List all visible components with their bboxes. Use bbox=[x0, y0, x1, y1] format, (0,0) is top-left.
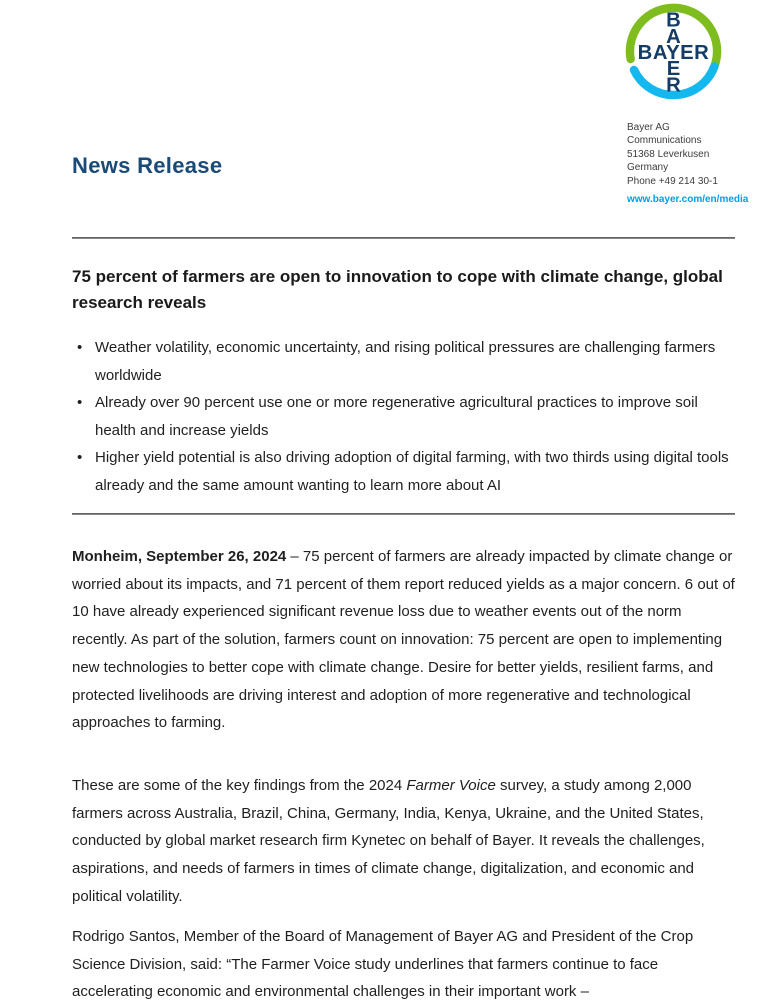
logo-letter: A bbox=[666, 26, 681, 49]
list-item bbox=[72, 389, 732, 444]
bullet-icon: • bbox=[77, 394, 83, 411]
list-item-text: Already over 90 percent use one or more regenerative agricultural practices to improve soil health and increase yields bbox=[95, 394, 698, 439]
body-paragraph-quote: Rodrigo Santos, Member of the Board of Management of Bayer AG and President of the Crop Science Division, said: “The Farmer Voice study underlines that farmers continue to face accelerating economic and environmental challenges in their important work – bbox=[72, 928, 694, 1000]
contact-block bbox=[627, 121, 773, 206]
divider-bottom bbox=[72, 513, 735, 515]
list-item bbox=[72, 334, 732, 389]
list-item-text: Weather volatility, economic uncertainty, and rising political pressures are challenging farmers worldwide bbox=[95, 339, 716, 384]
media-website-link[interactable]: www.bayer.com/en/media bbox=[627, 194, 749, 206]
list-item bbox=[72, 444, 732, 499]
divider-top bbox=[72, 237, 735, 239]
contact-country: Germany bbox=[627, 162, 669, 174]
logo-letter: E bbox=[666, 58, 681, 81]
logo-letter: B bbox=[666, 9, 681, 32]
list-item-text: Higher yield potential is also driving adoption of digital farming, with two thirds using digital tools already and the same amount wanting to learn more about AI bbox=[95, 449, 729, 494]
contact-company: Bayer AG bbox=[627, 122, 670, 133]
paragraph-text: These are some of the key findings from the 2024 bbox=[72, 777, 407, 794]
bullet-icon: • bbox=[77, 449, 83, 466]
body-paragraph-dateline bbox=[72, 543, 735, 737]
key-points-list bbox=[72, 334, 732, 499]
logo-word-horizontal: BAYER bbox=[637, 41, 710, 64]
bullet-icon: • bbox=[77, 339, 83, 356]
headline: 75 percent of farmers are open to innovation to cope with climate change, global research reveals bbox=[72, 267, 723, 312]
paragraph-text: – 75 percent of farmers are already impacted by climate change or worried about its impacts, and 71 percent of them report reduced yields as a major concern. 6 out of 10 have already experienced significant revenue loss due to weather events out of the norm recently. As part of the solution, farmers count on innovation: 75 percent are open to implementing new technologies to better cope with climate change. Desire for better yields, resilient farms, and protected livelihoods are driving interest and adoption of more regenerative and technological approaches to farming. bbox=[72, 548, 735, 732]
contact-department: Communications bbox=[627, 135, 702, 147]
bayer-logo-icon bbox=[624, 2, 723, 101]
contact-postal-city: 51368 Leverkusen bbox=[627, 148, 710, 160]
paragraph-text: survey, a study among 2,000 farmers across Australia, Brazil, China, Germany, India, Kenya, Ukraine, and the United States, conducted by global market research firm Kynetec on behalf of Bayer. It reveals the challenges, aspirations, and needs of farmers in times of climate change, digitalization, and economic and political volatility. bbox=[72, 777, 705, 905]
contact-phone: Phone +49 214 30-1 bbox=[627, 175, 718, 187]
body-paragraph-survey bbox=[72, 772, 735, 911]
dateline: Monheim, September 26, 2024 bbox=[72, 548, 287, 565]
survey-name: Farmer Voice bbox=[406, 777, 496, 794]
page-title: News Release bbox=[72, 153, 223, 178]
logo-letter: R bbox=[666, 74, 681, 97]
